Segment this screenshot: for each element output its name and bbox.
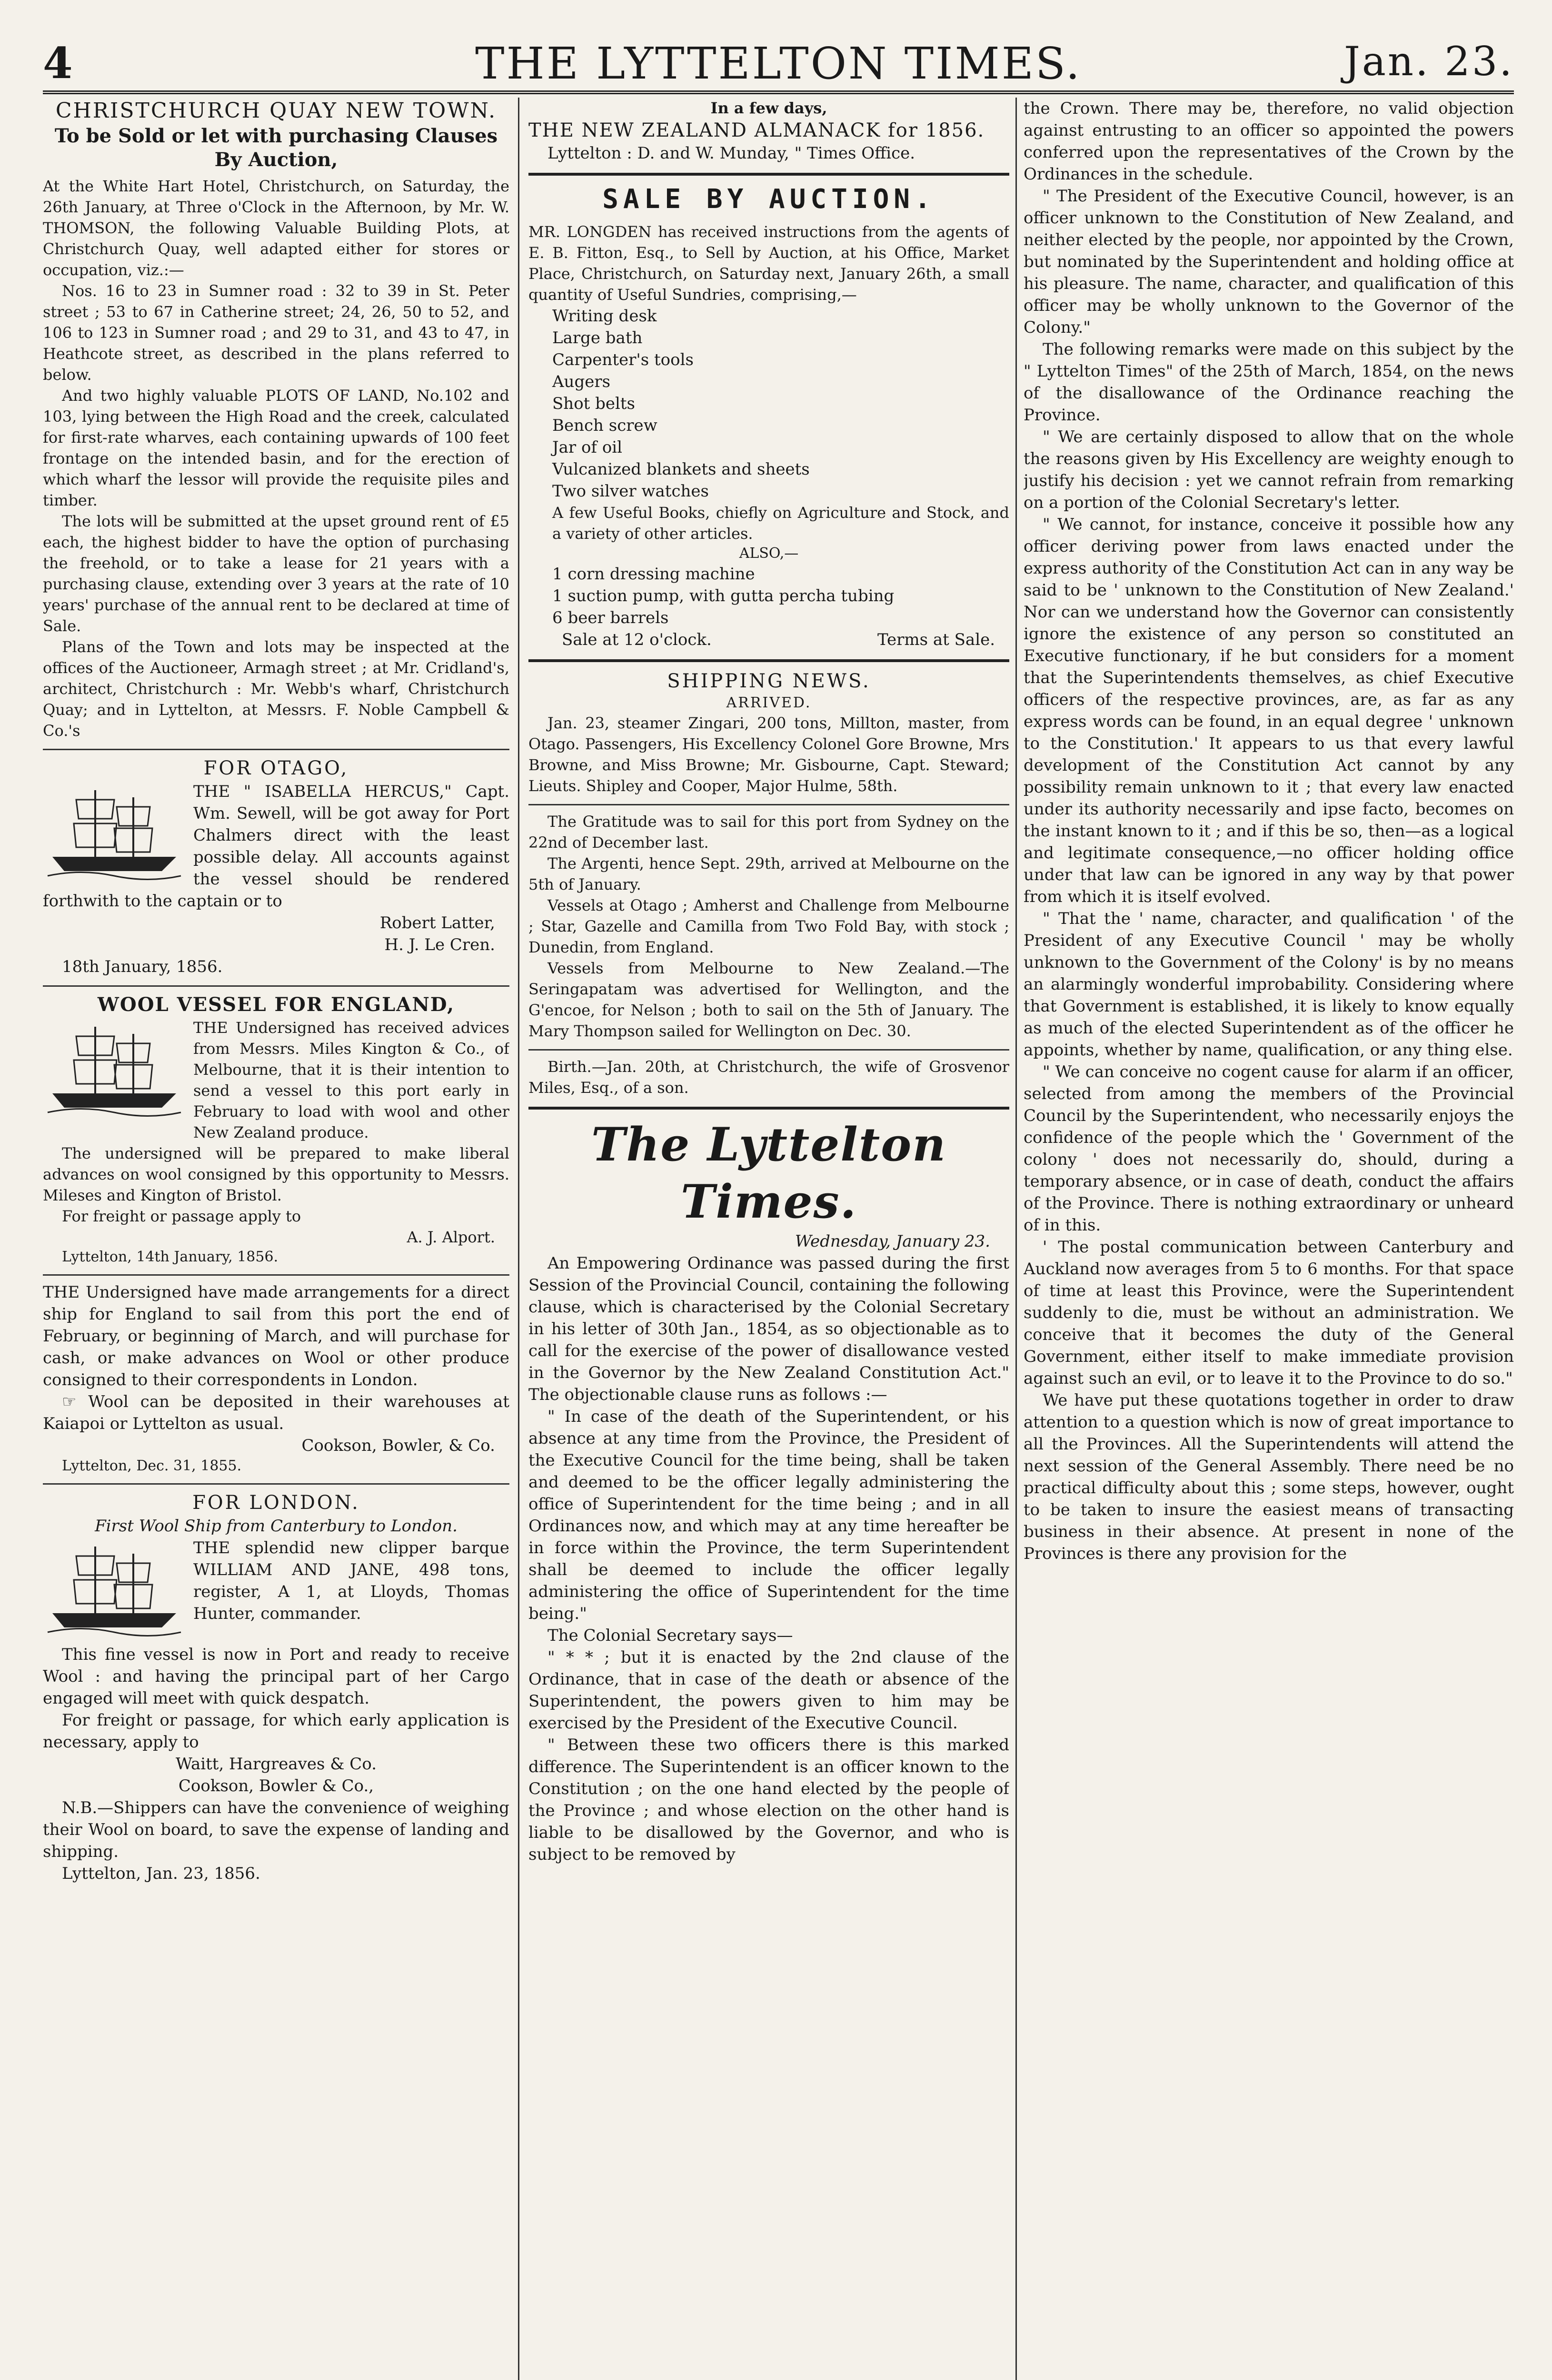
list-item: Shot belts xyxy=(552,394,636,413)
wool-date: Lyttelton, 14th January, 1856. xyxy=(62,1249,279,1265)
sale-books: A few Useful Books, chiefly on Agriculture and Stock, and a variety of other articles. xyxy=(552,504,1009,543)
editorial-quote: " * * ; but it is enacted by the 2nd clause of the Ordinance, that in case of the death or absence of the Superintendent, the powers given to him may be exercised by the President of the Executive Council. xyxy=(528,1648,1009,1733)
column-rule xyxy=(1015,98,1017,2380)
wool-heading: WOOL VESSEL FOR ENGLAND, xyxy=(97,993,455,1016)
list-item: Two silver watches xyxy=(552,482,709,501)
london-paragraph: This fine vessel is now in Port and ready to receive Wool : and having the principal part of her Cargo engaged will meet with quick despatch. xyxy=(43,1645,509,1708)
editorial-paragraph: " That the ' name, character, and qualification ' of the President of any Executive Council ' may be wholly unknown to the Government of the Colony' is by no means an alarmingly wonderful improbability. Considering where that Government is established, it is likely to know equally as much of the elected Superintendent as of the officer he appoints, whether by name, qualification, or any thing else. xyxy=(1024,909,1514,1060)
wool-signature: A. J. Alport. xyxy=(407,1228,495,1246)
editorial-paragraph: ' The postal communication between Canterbury and Auckland now averages from 5 to 6 months. For that space of time at least this Province, were the Superintendent suddenly to die, must be without an administration. We conceive that it becomes the duty of the General Government, either itself to make immediate provision against such an evil, or to leave it to the Province to do so." xyxy=(1024,1238,1514,1388)
editorial-paragraph: the Crown. There may be, therefore, no valid objection against entrusting to an officer so appointed the powers conferred upon the representatives of the Crown by the Ordinances in the schedule. xyxy=(1024,99,1514,184)
wool-paragraph: For freight or passage apply to xyxy=(62,1207,301,1225)
list-item: Carpenter's tools xyxy=(552,350,694,369)
editorial-paragraph: " We cannot, for instance, conceive it possible how any officer deriving power from laws enacted under the express authority of the Constitution Act can in any way be said to be ' unknown to the Constitution of New Zealand.' Nor can we understand how the Governor can consistently ignore the existence of any person so constituted an Executive functionary, if he but considers for a moment that the Superintendents themselves, as chief Executive officers of the respective provinces, are, as far as any express words can be found, in an equal degree ' unknown to the Constitution.' It appears to us that every lawful development of the Constitution Act cannot by any possibility remain unknown to it ; that every law enacted under its authority necessarily and ipse facto, becomes on the instant known to it ; and if this be so, then—as a logical and legitimate consequence,—no officer holding office under that law can be ignored in any way by that power from which it is itself evolved. xyxy=(1024,515,1514,906)
editorial-paragraph: " We can conceive no cogent cause for alarm if an officer, selected from among the members of the Provincial Council by the Superintendent, who necessarily enjoys the confidence of the people which the ' Government of the colony ' does not necessarily do, should, during a temporary absence, or in case of death, conduct the affairs of the Province. There is nothing extraordinary or unheard of in this. xyxy=(1024,1062,1514,1235)
sale-footer xyxy=(528,629,1009,651)
divider xyxy=(43,1483,509,1485)
sale-paragraph: MR. LONGDEN has received instructions from the agents of E. B. Fitton, Esq., to Sell by Auction, at his Office, Market Place, Christchurch, on Saturday next, January 26th, a small quantity of Useful Sundries, comprising,— xyxy=(528,223,1009,304)
quay-paragraph: Plans of the Town and lots may be inspected at the offices of the Auctioneer, Armagh street ; at Mr. Cridland's, architect, Christchurch : Mr. Webb's wharf, Christchurch Quay; and in Lyttelton, at Messrs. F. Noble Campbell & Co.'s xyxy=(43,638,509,740)
page-number: 4 xyxy=(43,38,73,89)
london-heading: FOR LONDON. xyxy=(192,1492,360,1514)
divider xyxy=(528,804,1009,805)
editorial-paragraph: " The President of the Executive Council, however, is an officer unknown to the Constitution of New Zealand, and neither elected by the people, nor appointed by the Crown, but nominated by the Superintendent and holding office at his pleasure. The name, character, and qualification of this officer may be wholly unknown to the Governor of the Colony." xyxy=(1024,187,1514,337)
quay-paragraph: And two highly valuable PLOTS OF LAND, No.102 and 103, lying between the High Road and the creek, calculated for first-rate wharves, each containing upwards of 100 feet frontage on the intended basin, and for the erection of which wharf the lessor will provide the requisite piles and timber. xyxy=(43,387,509,509)
list-item: Augers xyxy=(552,372,611,391)
list-item: 1 corn dressing machine xyxy=(552,565,755,584)
editorial-paragraph: We have put these quotations together in order to draw attention to a question which is now of great importance to all the Provinces. All the Superintendents will attend the next session of the General Assembly. There need be no practical difficulty about this ; some steps, however, ought to be taken to insure the easiest means of transacting business in their absence. At present in none of the Provinces is there any provision for the xyxy=(1024,1391,1514,1563)
ship-icon xyxy=(43,781,186,885)
editorial-quote: " Between these two officers there is this marked difference. The Superintendent is an officer known to the Constitution ; on the one hand elected by the people of the Province ; and whose election on the other hand is liable to be disallowed by the Governor, and who is subject to be removed by xyxy=(528,1735,1009,1864)
editorial-paragraph: The Colonial Secretary says— xyxy=(547,1626,793,1645)
sale-items-2 xyxy=(528,563,1009,629)
list-item: Large bath xyxy=(552,328,643,347)
otago-signature: Robert Latter, xyxy=(379,913,495,932)
column-3 xyxy=(1024,98,1514,2380)
editorial-title: The Lyttelton Times. xyxy=(591,1118,946,1229)
london-paragraph: For freight or passage, for which early application is necessary, apply to xyxy=(43,1711,509,1752)
birth-notice: Birth.—Jan. 20th, at Christchurch, the wife of Grosvenor Miles, Esq., of a son. xyxy=(528,1058,1009,1097)
wool-paragraph: The undersigned will be prepared to make liberal advances on wool consigned by this opportunity to Messrs. Mileses and Kington of Bristol. xyxy=(43,1144,509,1204)
editorial-quote: " In case of the death of the Superintendent, or his absence at any time from the Province, the President of the Executive Council for the time being, shall be taken and deemed to be the officer legally administering the office of Superintendent for the time being ; and in all Ordinances now, and which may at any time hereafter be in force within the Province, the term Superintendent shall be deemed to include the officer legally administering the office of Superintendent for the time being." xyxy=(528,1407,1009,1623)
otago-signature: H. J. Le Cren. xyxy=(384,935,495,954)
ship-icon xyxy=(43,1537,186,1642)
otago-paragraph: THE " ISABELLA HERCUS," Capt. Wm. Sewell, will be got away for Port Chalmers direct with the least possible delay. All accounts against the vessel should be rendered forthwith to the captain or to xyxy=(43,782,509,911)
london-paragraph: THE splendid new clipper barque WILLIAM AND JANE, 498 tons, register, A 1, at Lloyds, Thomas Hunter, commander. xyxy=(193,1538,509,1623)
otago-heading: FOR OTAGO, xyxy=(203,757,349,779)
quay-subheading: To be Sold or let with purchasing Clauses By Auction, xyxy=(54,125,498,171)
shipment-signature: Cookson, Bowler, & Co. xyxy=(301,1436,495,1455)
divider xyxy=(43,1274,509,1276)
london-subheading: First Wool Ship from Canterbury to London. xyxy=(95,1517,458,1536)
shipment-paragraph: ☞ Wool can be deposited in their warehouses at Kaiapoi or Lyttelton as usual. xyxy=(43,1392,509,1433)
london-date: Lyttelton, Jan. 23, 1856. xyxy=(62,1864,260,1883)
quay-paragraph: At the White Hart Hotel, Christchurch, on Saturday, the 26th January, at Three o'Clock in the Afternoon, by Mr. W. THOMSON, the following Valuable Building Plots, at Christchurch Quay, well adapted either for stores or occupation, viz.:— xyxy=(43,177,509,279)
sale-heading: SALE BY AUCTION. xyxy=(602,184,935,215)
editorial-date: Wednesday, January 23. xyxy=(795,1232,990,1251)
editorial-paragraph: An Empowering Ordinance was passed during the first Session of the Provincial Council, containing the following clause, which is characterised by the Colonial Secretary in his letter of 30th Jan., 1854, as so objectionable as to call for the exercise of the power of disallowance vested in the Governor by the New Zealand Constitution Act." The objectionable clause runs as follows :— xyxy=(528,1254,1009,1404)
london-signature: Waitt, Hargreaves & Co. xyxy=(175,1755,377,1774)
wool-paragraph: THE Undersigned has received advices from Messrs. Miles Kington & Co., of Melbourne, that it is their intention to send a vessel to this port early in February to load with wool and other New Zealand produce. xyxy=(193,1019,509,1141)
almanack-publisher: Lyttelton : D. and W. Munday, " Times Office. xyxy=(547,144,915,163)
shipping-heading: SHIPPING NEWS. xyxy=(667,670,871,692)
sale-also: ALSO,— xyxy=(739,545,799,562)
divider xyxy=(528,1107,1009,1110)
shipping-paragraph: Vessels at Otago ; Amherst and Challenge from Melbourne ; Star, Gazelle and Camilla from Two Fold Bay, with stock ; Dunedin, from England. xyxy=(528,896,1009,956)
sale-time: Sale at 12 o'clock. xyxy=(562,630,712,649)
column-1 xyxy=(43,98,509,2380)
divider xyxy=(528,659,1009,662)
column-rule xyxy=(518,98,519,2380)
list-item: 6 beer barrels xyxy=(552,608,669,627)
quay-heading: CHRISTCHURCH QUAY NEW TOWN. xyxy=(55,99,497,123)
divider xyxy=(528,173,1009,176)
list-item: Jar of oil xyxy=(552,438,623,457)
issue-date: Jan. 23. xyxy=(1344,38,1514,85)
almanack-pre: In a few days, xyxy=(710,99,827,117)
shipping-paragraph: The Argenti, hence Sept. 29th, arrived at Melbourne on the 5th of January. xyxy=(528,854,1009,893)
divider xyxy=(528,1049,1009,1051)
shipping-paragraph: Jan. 23, steamer Zingari, 200 tons, Millton, master, from Otago. Passengers, His Excellency Colonel Gore Browne, Mrs Browne, and Miss Browne; Mr. Gisbourne, Capt. Steward; Lieuts. Shipley and Cooper, Major Hulme, 58th. xyxy=(528,714,1009,795)
arrived-label: ARRIVED. xyxy=(726,694,812,711)
quay-paragraph: Nos. 16 to 23 in Sumner road : 32 to 39 in St. Peter street ; 53 to 67 in Catherine street; 24, 26, 50 to 52, and 106 to 123 in Sumner road ; and 29 to 31, and 43 to 47, in Heathcote street, as described in the plans referred to below. xyxy=(43,282,509,384)
quay-paragraph: The lots will be submitted at the upset ground rent of £5 each, the highest bidder to have the option of purchasing the freehold, or to take a lease for 21 years with a purchasing clause, extending over 3 years at the rate of 10 years' purchase of the annual rent to be declared at time of Sale. xyxy=(43,512,509,635)
shipment-paragraph: THE Undersigned have made arrangements for a direct ship for England to sail from this port the end of February, or beginning of March, and will purchase for cash, or make advances on Wool or other produce consigned to their correspondents in London. xyxy=(43,1283,509,1389)
list-item: Bench screw xyxy=(552,416,657,435)
shipment-date: Lyttelton, Dec. 31, 1855. xyxy=(62,1458,242,1474)
list-item: Vulcanized blankets and sheets xyxy=(552,460,810,479)
masthead xyxy=(43,33,1514,94)
list-item: 1 suction pump, with gutta percha tubing xyxy=(552,586,895,605)
divider xyxy=(43,749,509,750)
london-signature: Cookson, Bowler & Co., xyxy=(178,1776,374,1795)
divider xyxy=(43,985,509,987)
column-2 xyxy=(528,98,1009,2380)
otago-date: 18th January, 1856. xyxy=(62,957,223,976)
london-note: N.B.—Shippers can have the convenience of weighing their Wool on board, to save the expense of landing and shipping. xyxy=(43,1798,509,1861)
shipping-paragraph: The Gratitude was to sail for this port from Sydney on the 22nd of December last. xyxy=(528,813,1009,852)
sale-terms: Terms at Sale. xyxy=(877,630,995,649)
editorial-paragraph: " We are certainly disposed to allow that on the whole the reasons given by His Excellency are weighty enough to justify his decision : yet we cannot refrain from remarking on a portion of the Colonial Secretary's letter. xyxy=(1024,427,1514,512)
almanack-title: THE NEW ZEALAND ALMANACK for 1856. xyxy=(528,119,985,141)
list-item: Writing desk xyxy=(552,307,657,326)
ship-icon xyxy=(43,1017,186,1122)
editorial-paragraph: The following remarks were made on this subject by the " Lyttelton Times" of the 25th of March, 1854, on the news of the disallowance of the Ordinance reaching the Province. xyxy=(1024,340,1514,425)
sale-items xyxy=(528,305,1009,502)
newspaper-title: THE LYTTELTON TIMES. xyxy=(475,38,1082,89)
shipping-paragraph: Vessels from Melbourne to New Zealand.—The Seringapatam was advertised for Wellington, and the G'encoe, for Nelson ; both to sail on the 5th of January. The Mary Thompson sailed for Wellington on Dec. 30. xyxy=(528,959,1009,1040)
